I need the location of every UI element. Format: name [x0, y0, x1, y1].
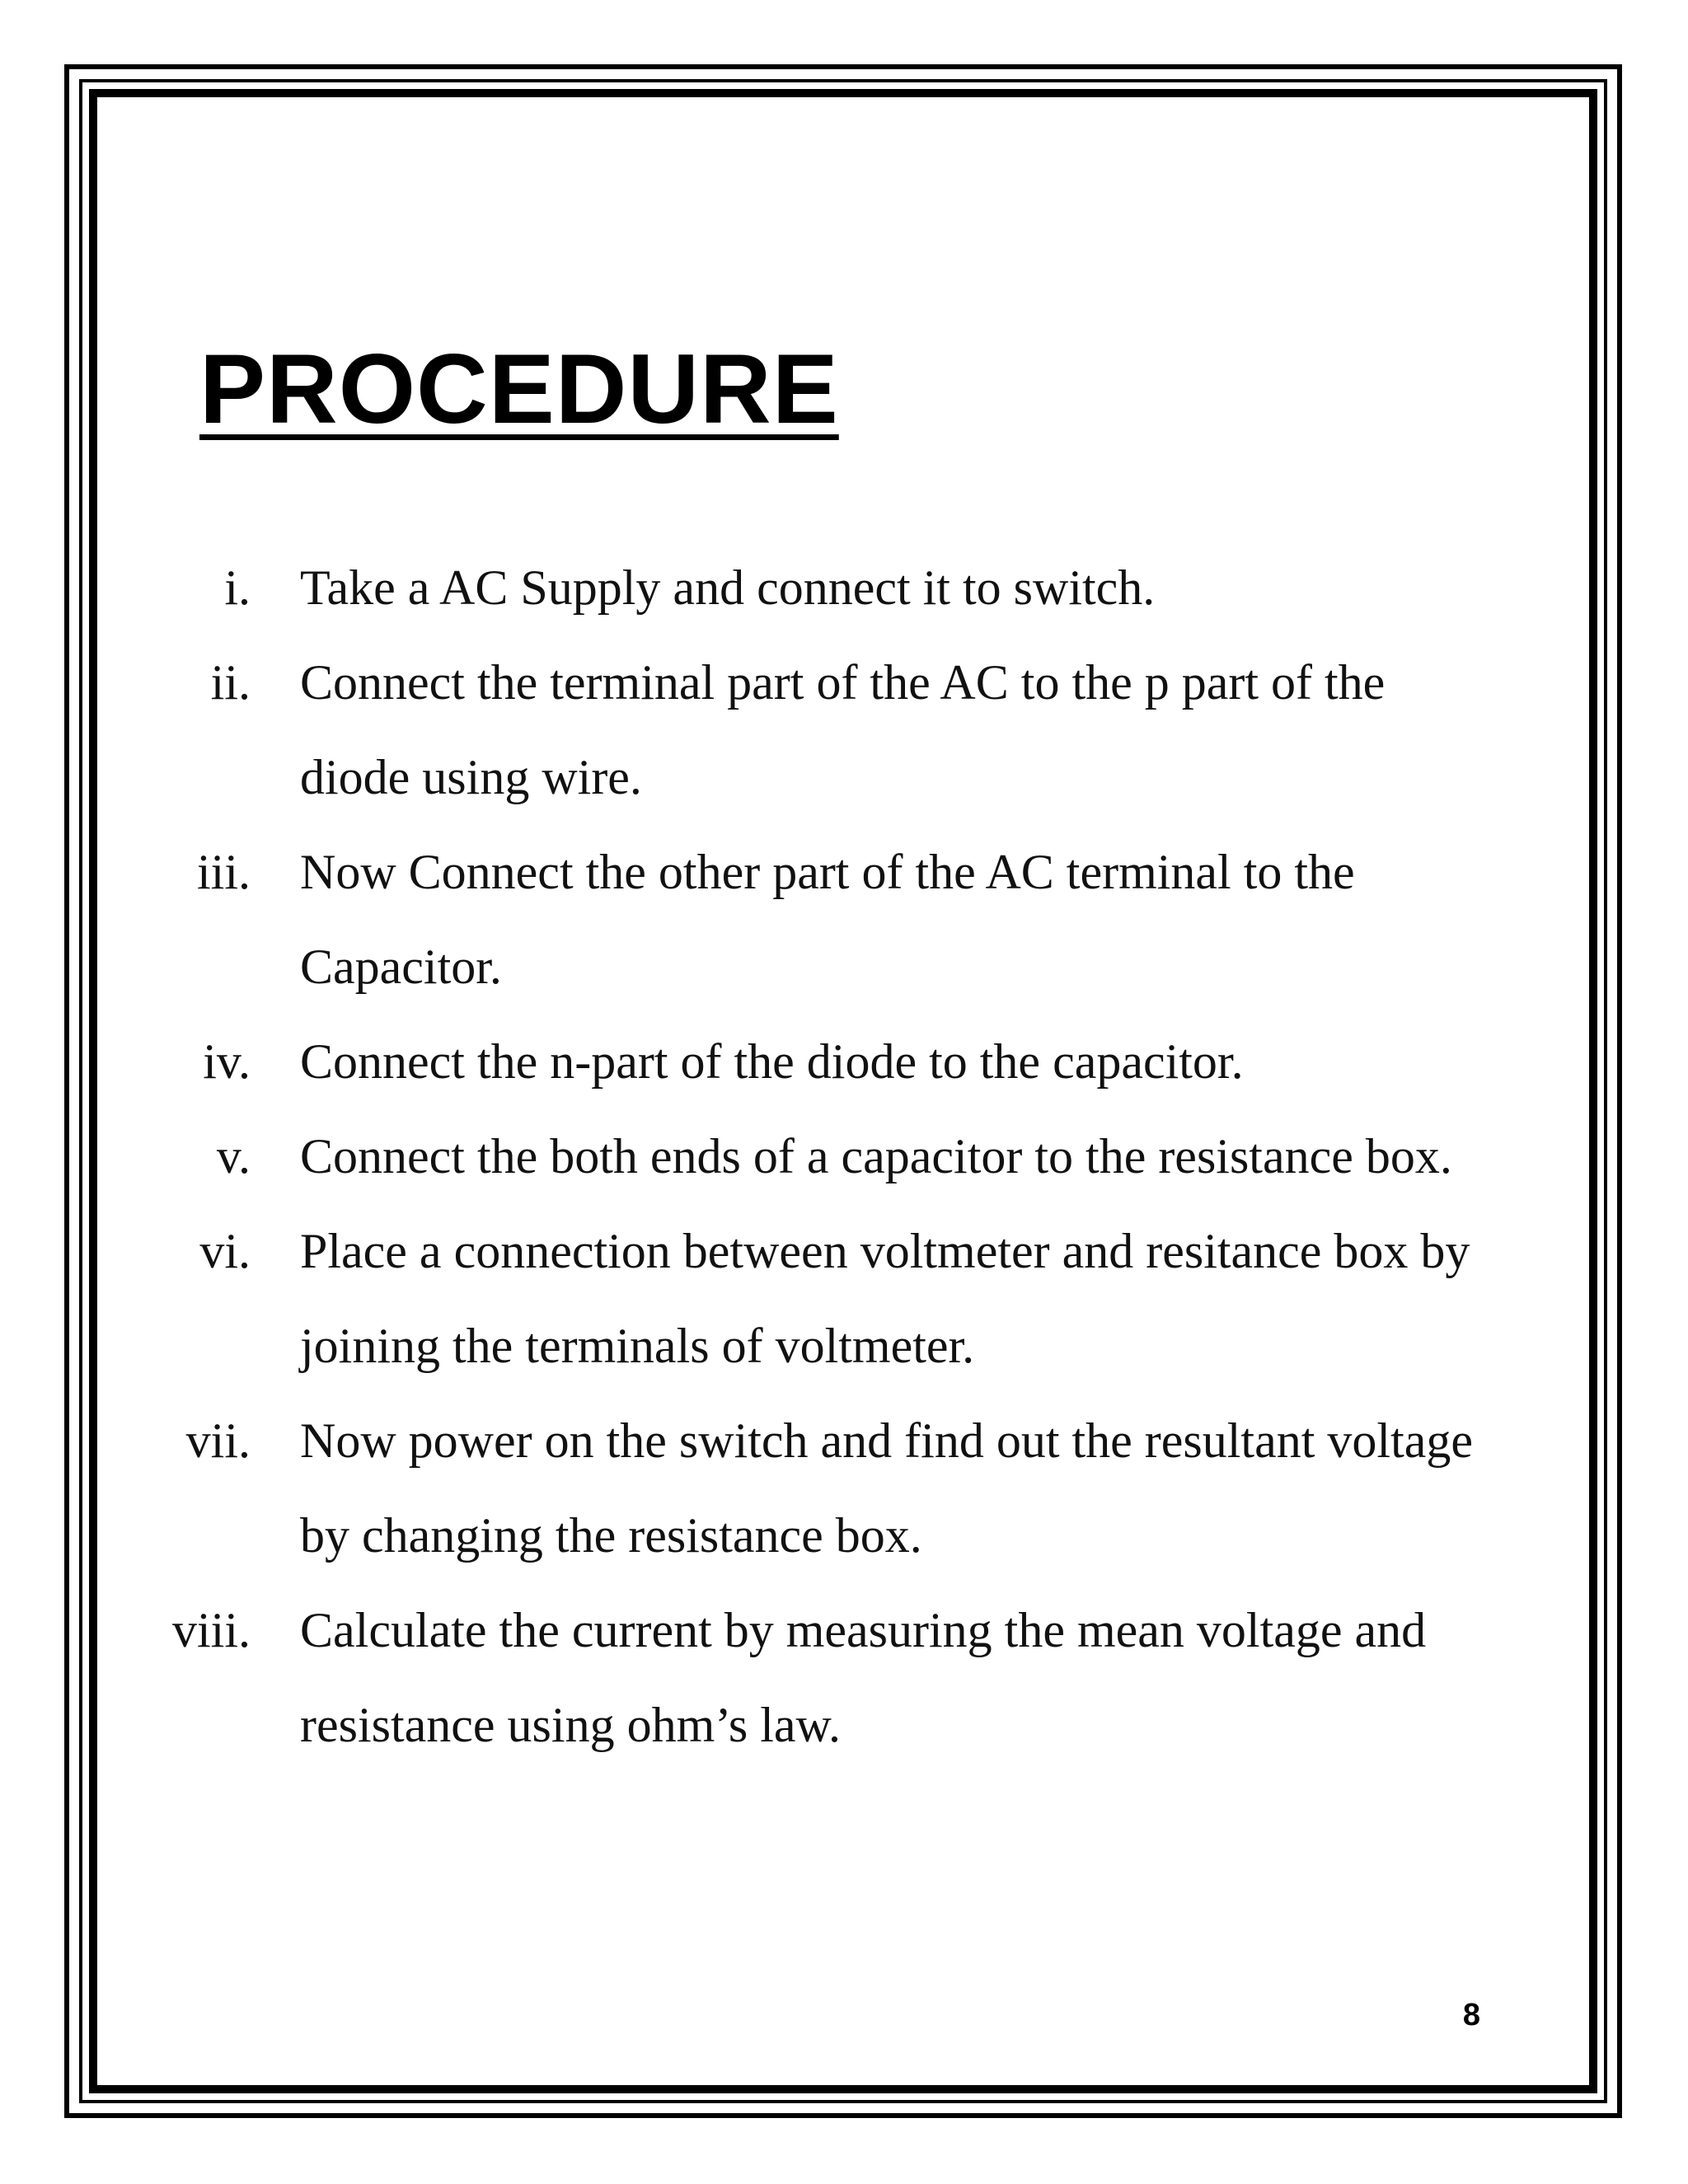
step-text: Connect the n-part of the diode to the capacitor. [300, 1034, 1244, 1089]
step-number: vii. [185, 1413, 251, 1468]
step-text: Connect the both ends of a capacitor to the resistance box. [300, 1129, 1452, 1183]
step-text: Take a AC Supply and connect it to switch. [300, 560, 1156, 615]
page-number: 8 [1462, 1998, 1480, 2032]
page-title: PROCEDURE [199, 334, 839, 444]
step-text: Calculate the current by measuring the mean voltage and resistance using ohm’s law. [300, 1603, 1427, 1752]
list-item [148, 825, 1500, 1015]
list-item [148, 1109, 1500, 1204]
step-text: Connect the terminal part of the AC to the p part of the diode using wire. [300, 655, 1386, 804]
step-text: Now Connect the other part of the AC terminal to the Capacitor. [300, 845, 1355, 994]
step-number: ii. [210, 655, 251, 710]
step-number: i. [224, 560, 251, 615]
step-text: Place a connection between voltmeter and resitance box by joining the terminals of voltmeter. [300, 1224, 1470, 1373]
list-item [148, 1015, 1500, 1109]
step-number: iv. [203, 1034, 251, 1089]
list-item [148, 1583, 1500, 1773]
step-number: v. [216, 1129, 251, 1183]
list-item [148, 541, 1500, 635]
step-number: viii. [171, 1603, 251, 1657]
step-text: Now power on the switch and find out the resultant voltage by changing the resistance box. [300, 1413, 1474, 1563]
list-item [148, 1394, 1500, 1583]
list-item [148, 635, 1500, 825]
list-item [148, 1204, 1500, 1394]
step-number: vi. [199, 1224, 251, 1278]
procedure-list [148, 541, 1500, 1773]
step-number: iii. [196, 845, 251, 899]
